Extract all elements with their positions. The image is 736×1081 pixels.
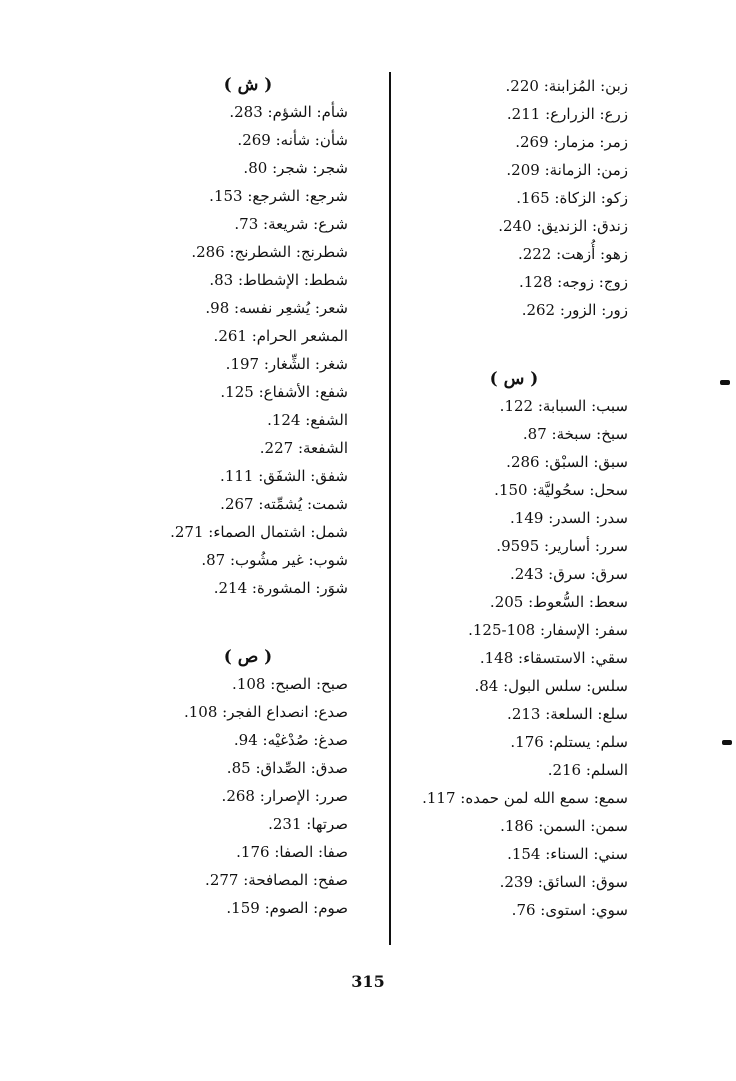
index-entry: زور: الزور: 262. bbox=[521, 301, 628, 319]
index-entry: سبخ: سبخة: 87. bbox=[522, 425, 628, 443]
index-entry: سبب: السبابة: 122. bbox=[499, 397, 628, 415]
section-heading-sin: ( س ) bbox=[489, 369, 539, 389]
index-entry: سني: السناء: 154. bbox=[507, 845, 628, 863]
index-entry: زوج: زوجه: 128. bbox=[518, 273, 628, 291]
index-entry: شوَر: المشورة: 214. bbox=[213, 579, 348, 597]
sad-section bbox=[148, 644, 348, 922]
right-column bbox=[400, 72, 628, 924]
index-entry: شمت: يُشمِّته: 267. bbox=[220, 495, 348, 513]
left-column bbox=[148, 72, 348, 922]
shin-section bbox=[148, 72, 348, 602]
index-entry: سرق: سرق: 243. bbox=[509, 565, 628, 583]
index-entry: زمر: مزمار: 269. bbox=[515, 133, 628, 151]
index-entry: زمن: الزمانة: 209. bbox=[506, 161, 628, 179]
index-entry: صدع: انصداع الفجر: 108. bbox=[183, 703, 348, 721]
index-entry: سلم: يستلم: 176. bbox=[510, 733, 628, 751]
index-entry: زبن: المُزابنة: 220. bbox=[505, 77, 628, 95]
index-entry: سرر: أسارير: 9595. bbox=[496, 537, 628, 555]
index-entry: شفق: الشفَق: 111. bbox=[220, 467, 348, 485]
index-entry: سمع: سمع الله لمن حمده: 117. bbox=[422, 789, 628, 807]
index-entry: شرجع: الشرجع: 153. bbox=[209, 187, 348, 205]
index-entry: شغر: الشِّغار: 197. bbox=[225, 355, 348, 373]
column-divider bbox=[389, 72, 391, 945]
index-entry: سوق: السائق: 239. bbox=[499, 873, 628, 891]
index-entry: زهو: أُزهت: 222. bbox=[517, 245, 628, 263]
index-entry: صرتها: 231. bbox=[268, 815, 348, 833]
index-entry: شجر: شجر: 80. bbox=[243, 159, 348, 177]
index-entry: الشفع: 124. bbox=[267, 411, 348, 429]
index-entry: زكو: الزكاة: 165. bbox=[516, 189, 628, 207]
index-entry: شفع: الأشفاع: 125. bbox=[220, 383, 348, 401]
index-entry: السلم: 216. bbox=[547, 761, 628, 779]
index-entry: سوي: استوى: 76. bbox=[511, 901, 628, 919]
index-entry: سقي: الاستسقاء: 148. bbox=[479, 649, 628, 667]
index-entry: شوب: غير مشُوب: 87. bbox=[201, 551, 348, 569]
index-entry: شعر: يُشعِر نفسه: 98. bbox=[205, 299, 348, 317]
index-entry: سلس: سلس البول: 84. bbox=[474, 677, 628, 695]
index-entry: صدغ: صُدْغيْه: 94. bbox=[233, 731, 348, 749]
scan-mark bbox=[722, 740, 732, 745]
index-entry: صوم: الصوم: 159. bbox=[226, 899, 348, 917]
index-entry: شطرنج: الشطرنج: 286. bbox=[191, 243, 348, 261]
index-entry: شرع: شريعة: 73. bbox=[234, 215, 348, 233]
index-entry: سفر: الإسفار: 108-125. bbox=[468, 621, 628, 639]
scan-mark bbox=[720, 380, 730, 385]
index-entry: سدر: السدر: 149. bbox=[510, 509, 628, 527]
index-entry: سمن: السمن: 186. bbox=[500, 817, 628, 835]
section-heading-shin: ( ش ) bbox=[223, 75, 273, 95]
index-entry: سعط: السُّعوط: 205. bbox=[489, 593, 628, 611]
index-entry: زرع: الزرارع: 211. bbox=[506, 105, 628, 123]
index-entry: شطط: الإشطاط: 83. bbox=[209, 271, 348, 289]
index-entry: شمل: اشتمال الصماء: 271. bbox=[170, 523, 348, 541]
index-entry: صفا: الصفا: 176. bbox=[236, 843, 348, 861]
index-entry: صفح: المصافحة: 277. bbox=[205, 871, 348, 889]
index-entry: شأم: الشؤم: 283. bbox=[229, 103, 348, 121]
index-entry: زندق: الزنديق: 240. bbox=[498, 217, 628, 235]
sin-section bbox=[400, 366, 628, 924]
index-entry: المشعر الحرام: 261. bbox=[213, 327, 348, 345]
index-entry: الشفعة: 227. bbox=[259, 439, 348, 457]
zay-section bbox=[400, 72, 628, 324]
page-number: 315 bbox=[351, 972, 385, 991]
spacer bbox=[148, 602, 348, 644]
index-entry: صدق: الصِّداق: 85. bbox=[226, 759, 348, 777]
index-entry: صبح: الصبح: 108. bbox=[232, 675, 348, 693]
index-entry: سلع: السلعة: 213. bbox=[507, 705, 628, 723]
section-heading-sad: ( ص ) bbox=[223, 647, 273, 667]
spacer bbox=[400, 324, 628, 366]
index-entry: صرر: الإصرار: 268. bbox=[221, 787, 348, 805]
index-entry: شأن: شأنه: 269. bbox=[237, 131, 348, 149]
index-entry: سحل: سحُوليَّة: 150. bbox=[494, 481, 628, 499]
index-entry: سبق: السبْق: 286. bbox=[506, 453, 628, 471]
